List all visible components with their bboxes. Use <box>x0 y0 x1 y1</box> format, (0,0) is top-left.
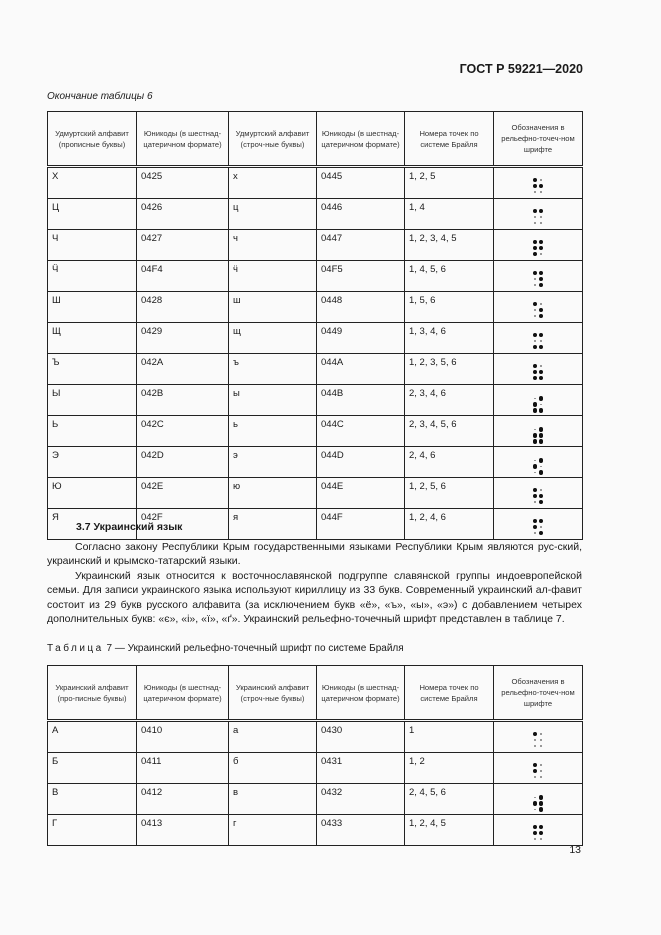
uppercase-unicode: 042E <box>137 478 229 509</box>
braille-cell-icon <box>533 177 544 195</box>
raised-dot-icon <box>539 369 544 374</box>
braille-dot-numbers: 1, 2, 3, 4, 5 <box>405 230 494 261</box>
empty-dot-icon <box>539 301 544 306</box>
raised-dot-icon <box>539 801 544 806</box>
braille-dot-numbers: 1 <box>405 721 494 753</box>
lowercase-unicode: 0448 <box>317 292 405 323</box>
braille-symbol <box>494 230 583 261</box>
braille-cell-icon <box>533 731 544 749</box>
raised-dot-icon <box>533 183 538 188</box>
lowercase-letter: ӵ <box>229 261 317 292</box>
paragraph: Украинский язык относится к восточнославянской подгруппе славянской группы индоевропейской семьи. Для записи украинского языка используют кириллицу из 33 букв. Современный украинский ал-фавит состоит из 29 букв русского алфавита (за исключением букв «ё», «ъ», «ы», «э») с добавлением четырех дополнительных букв: «є», «і», «ї», «ґ». Украинский рельефно-точечный шрифт представлен в таблице 7. <box>47 570 582 626</box>
lowercase-unicode: 044F <box>317 509 405 540</box>
raised-dot-icon <box>539 439 544 444</box>
braille-cell-icon <box>533 301 544 319</box>
raised-dot-icon <box>539 499 544 504</box>
braille-dot-numbers: 1, 4, 5, 6 <box>405 261 494 292</box>
lowercase-unicode: 044E <box>317 478 405 509</box>
raised-dot-icon <box>539 276 544 281</box>
empty-dot-icon <box>539 220 544 225</box>
empty-dot-icon <box>539 743 544 748</box>
empty-dot-icon <box>533 307 538 312</box>
uppercase-unicode: 042B <box>137 385 229 416</box>
braille-dot-numbers: 2, 3, 4, 6 <box>405 385 494 416</box>
document-id: ГОСТ Р 59221—2020 <box>459 62 583 76</box>
raised-dot-icon <box>539 518 544 523</box>
lowercase-letter: а <box>229 721 317 753</box>
braille-cell-icon <box>533 270 544 288</box>
braille-dot-numbers: 1, 2, 4, 6 <box>405 509 494 540</box>
lowercase-letter: я <box>229 509 317 540</box>
braille-symbol <box>494 167 583 199</box>
empty-dot-icon <box>539 487 544 492</box>
braille-cell-icon <box>533 239 544 257</box>
uppercase-letter: Б <box>48 753 137 784</box>
raised-dot-icon <box>539 245 544 250</box>
raised-dot-icon <box>533 408 538 413</box>
empty-dot-icon <box>539 338 544 343</box>
braille-dot-numbers: 1, 4 <box>405 199 494 230</box>
lowercase-unicode: 044A <box>317 354 405 385</box>
uppercase-unicode: 0412 <box>137 784 229 815</box>
raised-dot-icon <box>533 762 538 767</box>
braille-symbol <box>494 292 583 323</box>
raised-dot-icon <box>533 768 538 773</box>
braille-symbol <box>494 478 583 509</box>
braille-dot-numbers: 1, 2, 4, 5 <box>405 815 494 846</box>
raised-dot-icon <box>539 332 544 337</box>
lowercase-letter: щ <box>229 323 317 354</box>
lowercase-unicode: 0431 <box>317 753 405 784</box>
table-row <box>48 230 583 261</box>
raised-dot-icon <box>533 801 538 806</box>
braille-dot-numbers: 1, 2, 5 <box>405 167 494 199</box>
raised-dot-icon <box>533 208 538 213</box>
empty-dot-icon <box>533 743 538 748</box>
uppercase-unicode: 042F <box>137 509 229 540</box>
braille-symbol <box>494 261 583 292</box>
raised-dot-icon <box>533 375 538 380</box>
braille-cell-icon <box>533 427 544 445</box>
lowercase-unicode: 04F5 <box>317 261 405 292</box>
raised-dot-icon <box>533 251 538 256</box>
lowercase-letter: г <box>229 815 317 846</box>
raised-dot-icon <box>539 375 544 380</box>
empty-dot-icon <box>533 396 538 401</box>
raised-dot-icon <box>533 518 538 523</box>
empty-dot-icon <box>539 189 544 194</box>
table-row <box>48 354 583 385</box>
empty-dot-icon <box>533 313 538 318</box>
raised-dot-icon <box>539 530 544 535</box>
raised-dot-icon <box>533 824 538 829</box>
braille-symbol <box>494 354 583 385</box>
empty-dot-icon <box>533 795 538 800</box>
uppercase-letter: Ш <box>48 292 137 323</box>
uppercase-letter: Я <box>48 509 137 540</box>
uppercase-unicode: 042C <box>137 416 229 447</box>
column-header: Номера точек по системе Брайля <box>405 112 494 167</box>
lowercase-unicode: 0449 <box>317 323 405 354</box>
braille-cell-icon <box>533 795 544 813</box>
braille-symbol <box>494 416 583 447</box>
table-row <box>48 478 583 509</box>
raised-dot-icon <box>533 363 538 368</box>
raised-dot-icon <box>539 307 544 312</box>
empty-dot-icon <box>533 189 538 194</box>
column-header: Удмуртский алфавит (прописные буквы) <box>48 112 137 167</box>
raised-dot-icon <box>533 439 538 444</box>
braille-cell-icon <box>533 332 544 350</box>
table-label: Таблица <box>47 643 104 654</box>
empty-dot-icon <box>539 177 544 182</box>
braille-symbol <box>494 447 583 478</box>
raised-dot-icon <box>533 524 538 529</box>
column-header: Юникоды (в шестнад-цатеричном формате) <box>317 112 405 167</box>
raised-dot-icon <box>539 824 544 829</box>
raised-dot-icon <box>533 177 538 182</box>
empty-dot-icon <box>539 251 544 256</box>
braille-dot-numbers: 1, 3, 4, 6 <box>405 323 494 354</box>
uppercase-unicode: 042D <box>137 447 229 478</box>
section-title: 3.7 Украинский язык <box>76 521 183 533</box>
lowercase-unicode: 0430 <box>317 721 405 753</box>
braille-cell-icon <box>533 518 544 536</box>
uppercase-unicode: 0429 <box>137 323 229 354</box>
lowercase-unicode: 0446 <box>317 199 405 230</box>
raised-dot-icon <box>533 830 538 835</box>
lowercase-unicode: 044D <box>317 447 405 478</box>
empty-dot-icon <box>539 402 544 407</box>
lowercase-letter: ш <box>229 292 317 323</box>
table7-caption <box>47 643 404 654</box>
lowercase-unicode: 044C <box>317 416 405 447</box>
braille-symbol <box>494 784 583 815</box>
empty-dot-icon <box>533 530 538 535</box>
table-row <box>48 721 583 753</box>
raised-dot-icon <box>533 402 538 407</box>
lowercase-unicode: 044B <box>317 385 405 416</box>
braille-dot-numbers: 1, 2, 5, 6 <box>405 478 494 509</box>
uppercase-letter: Г <box>48 815 137 846</box>
lowercase-letter: ь <box>229 416 317 447</box>
braille-cell-icon <box>533 487 544 505</box>
paragraph: Согласно закону Республики Крым государственными языками Республики Крым являются рус-ский, украинский и крымско-татарский языки. <box>47 541 582 568</box>
empty-dot-icon <box>533 470 538 475</box>
empty-dot-icon <box>539 774 544 779</box>
lowercase-unicode: 0433 <box>317 815 405 846</box>
column-header: Украинский алфавит (про-писные буквы) <box>48 666 137 721</box>
empty-dot-icon <box>539 731 544 736</box>
empty-dot-icon <box>533 427 538 432</box>
lowercase-letter: ъ <box>229 354 317 385</box>
lowercase-unicode: 0447 <box>317 230 405 261</box>
raised-dot-icon <box>533 433 538 438</box>
table-7-ukrainian-braille <box>47 665 583 846</box>
table-header-row <box>48 666 583 721</box>
empty-dot-icon <box>533 338 538 343</box>
table-row <box>48 385 583 416</box>
empty-dot-icon <box>533 807 538 812</box>
table-row <box>48 447 583 478</box>
empty-dot-icon <box>539 524 544 529</box>
uppercase-unicode: 0411 <box>137 753 229 784</box>
table-row <box>48 753 583 784</box>
uppercase-unicode: 0426 <box>137 199 229 230</box>
empty-dot-icon <box>539 768 544 773</box>
uppercase-letter: Ӵ <box>48 261 137 292</box>
uppercase-letter: Ц <box>48 199 137 230</box>
raised-dot-icon <box>533 239 538 244</box>
raised-dot-icon <box>539 183 544 188</box>
uppercase-unicode: 0428 <box>137 292 229 323</box>
table-row <box>48 323 583 354</box>
table-row <box>48 167 583 199</box>
lowercase-unicode: 0445 <box>317 167 405 199</box>
uppercase-unicode: 0413 <box>137 815 229 846</box>
raised-dot-icon <box>533 332 538 337</box>
table-row <box>48 416 583 447</box>
table6-continuation-caption: Окончание таблицы 6 <box>47 91 153 102</box>
braille-cell-icon <box>533 762 544 780</box>
table-6-udmurt-braille <box>47 111 583 540</box>
empty-dot-icon <box>533 836 538 841</box>
uppercase-letter: А <box>48 721 137 753</box>
empty-dot-icon <box>539 836 544 841</box>
lowercase-letter: ю <box>229 478 317 509</box>
raised-dot-icon <box>539 396 544 401</box>
column-header: Юникоды (в шестнад-цатеричном формате) <box>317 666 405 721</box>
raised-dot-icon <box>539 795 544 800</box>
raised-dot-icon <box>539 433 544 438</box>
column-header: Украинский алфавит (строч-ные буквы) <box>229 666 317 721</box>
braille-dot-numbers: 1, 5, 6 <box>405 292 494 323</box>
braille-symbol <box>494 385 583 416</box>
table-header-row <box>48 112 583 167</box>
empty-dot-icon <box>533 774 538 779</box>
braille-symbol <box>494 509 583 540</box>
braille-cell-icon <box>533 458 544 476</box>
column-header: Номера точек по системе Брайля <box>405 666 494 721</box>
uppercase-letter: Э <box>48 447 137 478</box>
column-header: Обозначения в рельефно-точеч-ном шрифте <box>494 666 583 721</box>
empty-dot-icon <box>539 363 544 368</box>
raised-dot-icon <box>539 408 544 413</box>
lowercase-unicode: 0432 <box>317 784 405 815</box>
table-row <box>48 199 583 230</box>
braille-dot-numbers: 1, 2, 3, 5, 6 <box>405 354 494 385</box>
braille-dot-numbers: 1, 2 <box>405 753 494 784</box>
page-number: 13 <box>569 844 581 856</box>
raised-dot-icon <box>539 493 544 498</box>
uppercase-letter: Ь <box>48 416 137 447</box>
empty-dot-icon <box>533 737 538 742</box>
uppercase-unicode: 0427 <box>137 230 229 261</box>
uppercase-letter: В <box>48 784 137 815</box>
uppercase-letter: Х <box>48 167 137 199</box>
raised-dot-icon <box>539 458 544 463</box>
raised-dot-icon <box>539 282 544 287</box>
raised-dot-icon <box>539 208 544 213</box>
braille-symbol <box>494 199 583 230</box>
braille-symbol <box>494 323 583 354</box>
lowercase-letter: х <box>229 167 317 199</box>
raised-dot-icon <box>539 830 544 835</box>
braille-cell-icon <box>533 208 544 226</box>
empty-dot-icon <box>533 499 538 504</box>
raised-dot-icon <box>539 470 544 475</box>
table-row <box>48 292 583 323</box>
lowercase-letter: ы <box>229 385 317 416</box>
table-row <box>48 261 583 292</box>
raised-dot-icon <box>533 245 538 250</box>
braille-dot-numbers: 2, 4, 6 <box>405 447 494 478</box>
raised-dot-icon <box>533 487 538 492</box>
raised-dot-icon <box>539 807 544 812</box>
raised-dot-icon <box>533 270 538 275</box>
uppercase-unicode: 042A <box>137 354 229 385</box>
braille-symbol <box>494 753 583 784</box>
empty-dot-icon <box>533 282 538 287</box>
raised-dot-icon <box>539 344 544 349</box>
raised-dot-icon <box>533 464 538 469</box>
braille-cell-icon <box>533 363 544 381</box>
lowercase-letter: в <box>229 784 317 815</box>
braille-dot-numbers: 2, 3, 4, 5, 6 <box>405 416 494 447</box>
braille-symbol <box>494 721 583 753</box>
uppercase-unicode: 04F4 <box>137 261 229 292</box>
uppercase-letter: Щ <box>48 323 137 354</box>
raised-dot-icon <box>539 313 544 318</box>
empty-dot-icon <box>539 762 544 767</box>
raised-dot-icon <box>533 344 538 349</box>
raised-dot-icon <box>533 731 538 736</box>
uppercase-letter: Ч <box>48 230 137 261</box>
table-row <box>48 815 583 846</box>
braille-symbol <box>494 815 583 846</box>
lowercase-letter: б <box>229 753 317 784</box>
lowercase-letter: ч <box>229 230 317 261</box>
lowercase-letter: э <box>229 447 317 478</box>
raised-dot-icon <box>533 369 538 374</box>
raised-dot-icon <box>533 301 538 306</box>
empty-dot-icon <box>539 464 544 469</box>
raised-dot-icon <box>539 239 544 244</box>
braille-dot-numbers: 2, 4, 5, 6 <box>405 784 494 815</box>
raised-dot-icon <box>533 493 538 498</box>
raised-dot-icon <box>539 270 544 275</box>
uppercase-letter: Ю <box>48 478 137 509</box>
uppercase-unicode: 0410 <box>137 721 229 753</box>
empty-dot-icon <box>533 458 538 463</box>
column-header: Юникоды (в шестнад-цатеричном формате) <box>137 112 229 167</box>
empty-dot-icon <box>533 220 538 225</box>
uppercase-letter: Ъ <box>48 354 137 385</box>
uppercase-letter: Ы <box>48 385 137 416</box>
empty-dot-icon <box>539 214 544 219</box>
braille-cell-icon <box>533 824 544 842</box>
column-header: Юникоды (в шестнад-цатеричном формате) <box>137 666 229 721</box>
empty-dot-icon <box>533 276 538 281</box>
table-title: 7 — Украинский рельефно-точечный шрифт по системе Брайля <box>103 643 404 654</box>
raised-dot-icon <box>539 427 544 432</box>
braille-cell-icon <box>533 396 544 414</box>
empty-dot-icon <box>539 737 544 742</box>
lowercase-letter: ц <box>229 199 317 230</box>
column-header: Обозначения в рельефно-точеч-ном шрифте <box>494 112 583 167</box>
uppercase-unicode: 0425 <box>137 167 229 199</box>
column-header: Удмуртский алфавит (строч-ные буквы) <box>229 112 317 167</box>
empty-dot-icon <box>533 214 538 219</box>
table-row <box>48 784 583 815</box>
